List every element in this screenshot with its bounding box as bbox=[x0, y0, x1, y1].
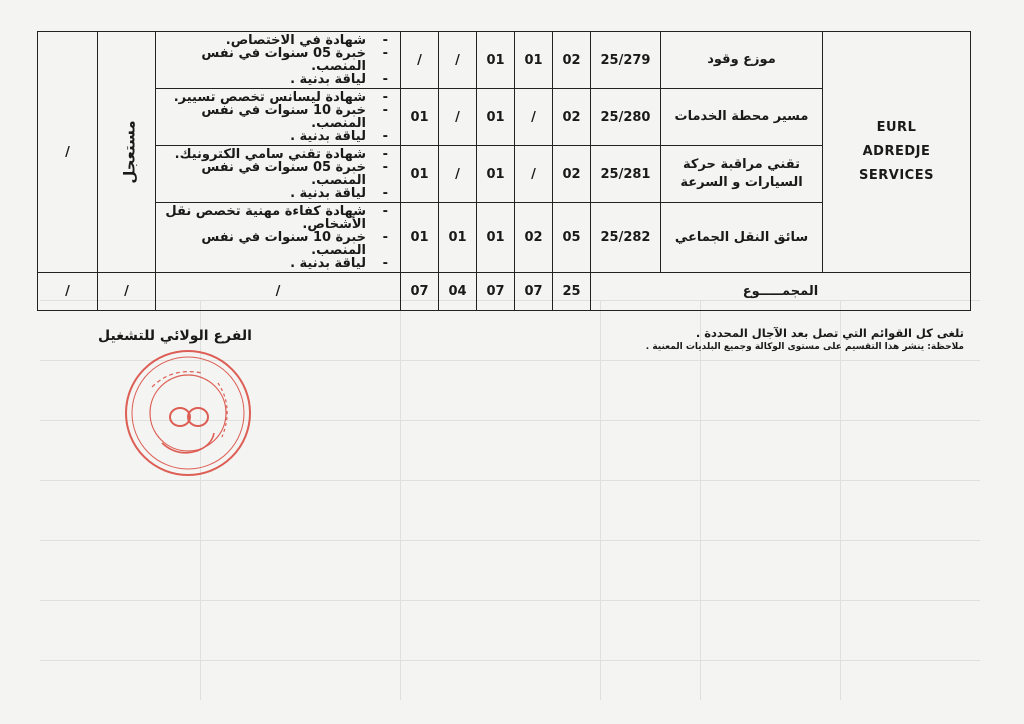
company-name-line: EURL bbox=[876, 120, 917, 135]
total-count-cell: 07 bbox=[401, 273, 439, 311]
count-cell: 01 bbox=[401, 146, 439, 203]
urgency-cell bbox=[98, 32, 156, 273]
total-dash-cell: / bbox=[98, 273, 156, 311]
offer-code-cell: 25/279 bbox=[591, 32, 661, 89]
count-cell: 05 bbox=[553, 203, 591, 273]
requirements-cell bbox=[156, 146, 401, 203]
offer-code-cell: 25/281 bbox=[591, 146, 661, 203]
count-cell: 01 bbox=[515, 32, 553, 89]
count-cell: 01 bbox=[401, 203, 439, 273]
count-cell: / bbox=[439, 146, 477, 203]
count-cell: 01 bbox=[477, 146, 515, 203]
count-cell: 01 bbox=[477, 89, 515, 146]
company-name-line: ADREDJE bbox=[862, 144, 931, 159]
requirement-item: - شهادة ليسانس تخصص تسيير. bbox=[160, 91, 392, 104]
requirement-item: - شهادة كفاءة مهنية تخصص نقل الأشخاص. bbox=[160, 205, 392, 231]
count-cell: 01 bbox=[477, 32, 515, 89]
deadline-note: تلغى كل القوائم التي تصل بعد الآجال المحددة . bbox=[695, 326, 964, 340]
count-cell: / bbox=[439, 89, 477, 146]
job-title-cell: موزع وقود bbox=[661, 32, 823, 89]
requirement-item: - خبرة 05 سنوات في نفس المنصب. bbox=[160, 161, 392, 187]
job-title-cell: سائق النقل الجماعي bbox=[661, 203, 823, 273]
requirement-item: - خبرة 05 سنوات في نفس المنصب. bbox=[160, 47, 392, 73]
count-cell: 02 bbox=[553, 146, 591, 203]
total-dash-cell: / bbox=[156, 273, 401, 311]
requirement-item: - خبرة 10 سنوات في نفس المنصب. bbox=[160, 104, 392, 130]
total-count-cell: 04 bbox=[439, 273, 477, 311]
total-count-cell: 07 bbox=[477, 273, 515, 311]
count-cell: 01 bbox=[439, 203, 477, 273]
count-cell: / bbox=[515, 146, 553, 203]
official-stamp bbox=[122, 347, 254, 479]
total-dash-cell: / bbox=[38, 273, 98, 311]
requirement-item: - لياقة بدنية . bbox=[160, 130, 392, 143]
count-cell: 01 bbox=[477, 203, 515, 273]
notes-block bbox=[444, 326, 964, 352]
requirement-item: - شهادة في الاختصاص. bbox=[160, 34, 392, 47]
job-title-cell: تقني مراقبة حركة السيارات و السرعة bbox=[661, 146, 823, 203]
count-cell: 02 bbox=[553, 32, 591, 89]
count-cell: / bbox=[401, 32, 439, 89]
count-cell: / bbox=[439, 32, 477, 89]
requirement-item: - لياقة بدنية . bbox=[160, 257, 392, 270]
issuing-office: الفرع الولائي للتشغيل bbox=[98, 328, 252, 344]
requirement-item: - لياقة بدنية . bbox=[160, 187, 392, 200]
job-title-cell: مسير محطة الخدمات bbox=[661, 89, 823, 146]
offer-code-cell: 25/280 bbox=[591, 89, 661, 146]
status-dash-cell: / bbox=[38, 32, 98, 273]
total-count-cell: 25 bbox=[553, 273, 591, 311]
total-count-cell: 07 bbox=[515, 273, 553, 311]
requirements-cell bbox=[156, 89, 401, 146]
total-label: المجمـــــوع bbox=[591, 273, 971, 311]
table-row bbox=[38, 32, 971, 89]
urgency-label: مستعجل bbox=[120, 120, 139, 184]
offer-code-cell: 25/282 bbox=[591, 203, 661, 273]
company-name-line: SERVICES bbox=[859, 168, 934, 183]
count-cell: 02 bbox=[553, 89, 591, 146]
company-cell bbox=[823, 32, 971, 273]
requirements-cell bbox=[156, 32, 401, 89]
total-row bbox=[38, 273, 971, 311]
publication-note: ملاحظة: ينشر هذا التقسيم على مستوى الوكالة وجميع البلديات المعنية . bbox=[645, 342, 964, 352]
requirements-cell bbox=[156, 203, 401, 273]
requirement-item: - خبرة 10 سنوات في نفس المنصب. bbox=[160, 231, 392, 257]
requirement-item: - شهادة تقني سامي الكترونيك. bbox=[160, 148, 392, 161]
requirement-item: - لياقة بدنية . bbox=[160, 73, 392, 86]
count-cell: 01 bbox=[401, 89, 439, 146]
job-offers-table bbox=[37, 31, 971, 311]
count-cell: / bbox=[515, 89, 553, 146]
count-cell: 02 bbox=[515, 203, 553, 273]
